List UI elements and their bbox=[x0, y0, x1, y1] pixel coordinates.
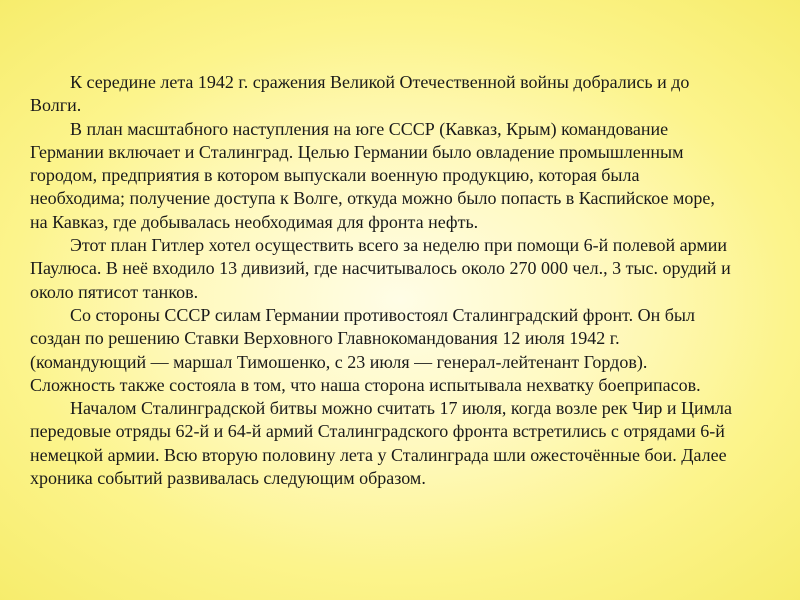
paragraph: К середине лета 1942 г. сражения Великой Отечественной войны добрались и до Волги. bbox=[30, 72, 690, 116]
paragraph: Этот план Гитлер хотел осуществить всего за неделю при помощи 6-й полевой армии Паулюса. В неё входило 13 дивизий, где насчитывалось около 270 000 чел., 3 тыс. орудий и около пятисот танков. bbox=[30, 235, 731, 302]
text-block bbox=[30, 71, 734, 490]
paragraph: В план масштабного наступления на юге СССР (Кавказ, Крым) командование Германии включает и Сталинград. Целью Германии было овладение промышленным городом, предприятия в котором выпускали военную продукцию, которая была необходима; получение доступа к Волге, откуда можно было попасть в Каспийское море, на Кавказ, где добывалась необходимая для фронта нефть. bbox=[30, 118, 715, 232]
paragraph: Со стороны СССР силам Германии противостоял Сталинградский фронт. Он был создан по решению Ставки Верховного Главнокомандования 12 июля 1942 г. (командующий — маршал Тимошенко, с 23 июля — генерал-лейтенант Гордов). Сложность также состояла в том, что наша сторона испытывала нехватку боеприпасов. bbox=[30, 304, 701, 395]
paragraph: Началом Сталинградской битвы можно считать 17 июля, когда возле рек Чир и Цимла передовые отряды 62-й и 64-й армий Сталинградского фронта встретились с отрядами 6-й немецкой армии. Всю вторую половину лета у Сталинграда шли ожесточённые бои. Далее хроника событий развивалась следующим образом. bbox=[30, 398, 733, 489]
